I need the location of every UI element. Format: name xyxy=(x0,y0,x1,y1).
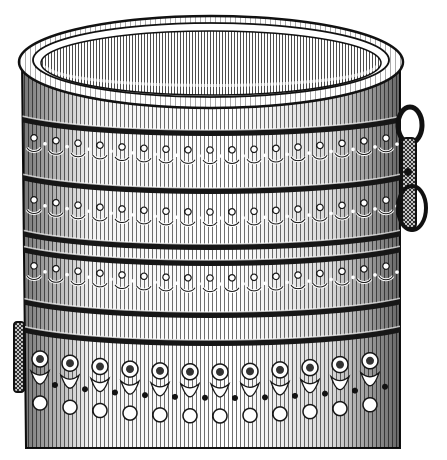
dot xyxy=(207,147,213,153)
pendant-bead xyxy=(363,398,377,412)
dot xyxy=(273,207,279,213)
small-dot xyxy=(307,279,311,283)
pendant-bead xyxy=(273,407,287,421)
small-dot xyxy=(219,216,223,220)
small-dot xyxy=(153,214,157,218)
pendant-head-center xyxy=(336,361,344,369)
small-dot xyxy=(87,209,91,213)
dot xyxy=(75,140,81,146)
small-dot xyxy=(329,212,333,216)
pendant-stud xyxy=(112,390,118,396)
dot xyxy=(251,274,257,280)
small-dot xyxy=(241,154,245,158)
dot xyxy=(383,197,389,203)
dot xyxy=(229,147,235,153)
pendant-bead xyxy=(33,396,47,410)
small-dot xyxy=(351,276,355,280)
pendant-stud xyxy=(52,382,58,388)
dot xyxy=(185,147,191,153)
pendant-stud xyxy=(142,392,148,398)
small-dot xyxy=(43,142,47,146)
small-dot xyxy=(219,154,223,158)
dot xyxy=(31,263,37,269)
small-dot xyxy=(285,215,289,219)
dot xyxy=(97,142,103,148)
pendant-head-center xyxy=(186,368,194,376)
dot xyxy=(97,270,103,276)
small-dot xyxy=(285,153,289,157)
pendant-stud xyxy=(262,394,268,400)
dot xyxy=(75,202,81,208)
small-dot xyxy=(395,142,399,146)
small-dot xyxy=(197,154,201,158)
pendant-stud xyxy=(382,384,388,390)
pendant-stud xyxy=(322,391,328,397)
dot xyxy=(119,206,125,212)
small-dot xyxy=(175,215,179,219)
pendant-bead xyxy=(243,408,257,422)
dot xyxy=(163,146,169,152)
dot xyxy=(295,272,301,278)
small-dot xyxy=(65,273,69,277)
dot xyxy=(141,207,147,213)
small-dot xyxy=(285,281,289,285)
dot xyxy=(273,145,279,151)
small-dot xyxy=(153,280,157,284)
small-dot xyxy=(351,148,355,152)
small-dot xyxy=(197,282,201,286)
dot xyxy=(185,275,191,281)
dot xyxy=(251,208,257,214)
small-dot xyxy=(131,151,135,155)
pendant-head-center xyxy=(156,367,164,375)
dot xyxy=(185,209,191,215)
pendant-stud xyxy=(82,386,88,392)
dot xyxy=(229,275,235,281)
pendant-head-center xyxy=(366,357,374,365)
small-dot xyxy=(87,147,91,151)
pendant-bead xyxy=(93,404,107,418)
dot xyxy=(339,140,345,146)
pendant-head-center xyxy=(66,359,74,367)
small-dot xyxy=(329,150,333,154)
small-dot xyxy=(43,270,47,274)
pendant-stud xyxy=(352,388,358,394)
pendant-stud xyxy=(292,393,298,399)
small-dot xyxy=(263,281,267,285)
small-dot xyxy=(395,270,399,274)
pendant-bead xyxy=(123,406,137,420)
dot xyxy=(317,270,323,276)
dot xyxy=(339,268,345,274)
dot xyxy=(141,145,147,151)
dot xyxy=(295,144,301,150)
small-dot xyxy=(65,145,69,149)
dot xyxy=(97,204,103,210)
pendant-bead xyxy=(333,402,347,416)
dot xyxy=(31,135,37,141)
dot xyxy=(53,199,59,205)
pendant-head-center xyxy=(306,364,314,372)
dot xyxy=(207,209,213,215)
dot xyxy=(229,209,235,215)
dot xyxy=(141,273,147,279)
dot xyxy=(119,144,125,150)
small-dot xyxy=(219,282,223,286)
small-dot xyxy=(109,277,113,281)
small-dot xyxy=(153,152,157,156)
pendant-bead xyxy=(303,405,317,419)
pendant-bead xyxy=(153,408,167,422)
small-dot xyxy=(263,153,267,157)
dot xyxy=(361,266,367,272)
small-dot xyxy=(131,279,135,283)
pendant-bead xyxy=(213,409,227,423)
pendant-head-center xyxy=(96,363,104,371)
pendant-head-center xyxy=(276,366,284,374)
dot xyxy=(383,135,389,141)
dot xyxy=(75,268,81,274)
small-dot xyxy=(197,216,201,220)
small-dot xyxy=(373,207,377,211)
dot xyxy=(31,197,37,203)
vessel-rim xyxy=(19,16,403,108)
dot xyxy=(317,142,323,148)
dot xyxy=(273,273,279,279)
dot xyxy=(383,263,389,269)
pendant-bead xyxy=(63,400,77,414)
small-dot xyxy=(109,149,113,153)
pendant-stud xyxy=(232,395,238,401)
dot xyxy=(339,202,345,208)
small-dot xyxy=(241,216,245,220)
pendant-stud xyxy=(202,395,208,401)
small-dot xyxy=(351,210,355,214)
dot xyxy=(361,138,367,144)
dot xyxy=(295,206,301,212)
small-dot xyxy=(175,281,179,285)
pendant-head-center xyxy=(36,355,44,363)
small-dot xyxy=(373,273,377,277)
dot xyxy=(361,200,367,206)
dot xyxy=(163,274,169,280)
small-dot xyxy=(87,275,91,279)
small-dot xyxy=(263,215,267,219)
pendant-stud xyxy=(172,394,178,400)
small-dot xyxy=(131,213,135,217)
small-dot xyxy=(109,211,113,215)
dot xyxy=(317,204,323,210)
pendant-head-center xyxy=(126,365,134,373)
pendant-head-center xyxy=(246,367,254,375)
small-dot xyxy=(307,151,311,155)
small-dot xyxy=(373,145,377,149)
small-dot xyxy=(307,213,311,217)
side-handle xyxy=(398,107,426,230)
small-dot xyxy=(175,153,179,157)
small-dot xyxy=(65,207,69,211)
pendant-head-center xyxy=(216,368,224,376)
pendant-bead xyxy=(183,409,197,423)
dot xyxy=(53,137,59,143)
dot xyxy=(53,265,59,271)
dot xyxy=(251,146,257,152)
small-dot xyxy=(241,282,245,286)
dot xyxy=(119,272,125,278)
handle-bar xyxy=(402,138,416,228)
small-dot xyxy=(43,204,47,208)
dot xyxy=(207,275,213,281)
left-handle-stub xyxy=(14,322,24,392)
small-dot xyxy=(329,278,333,282)
dot xyxy=(163,208,169,214)
